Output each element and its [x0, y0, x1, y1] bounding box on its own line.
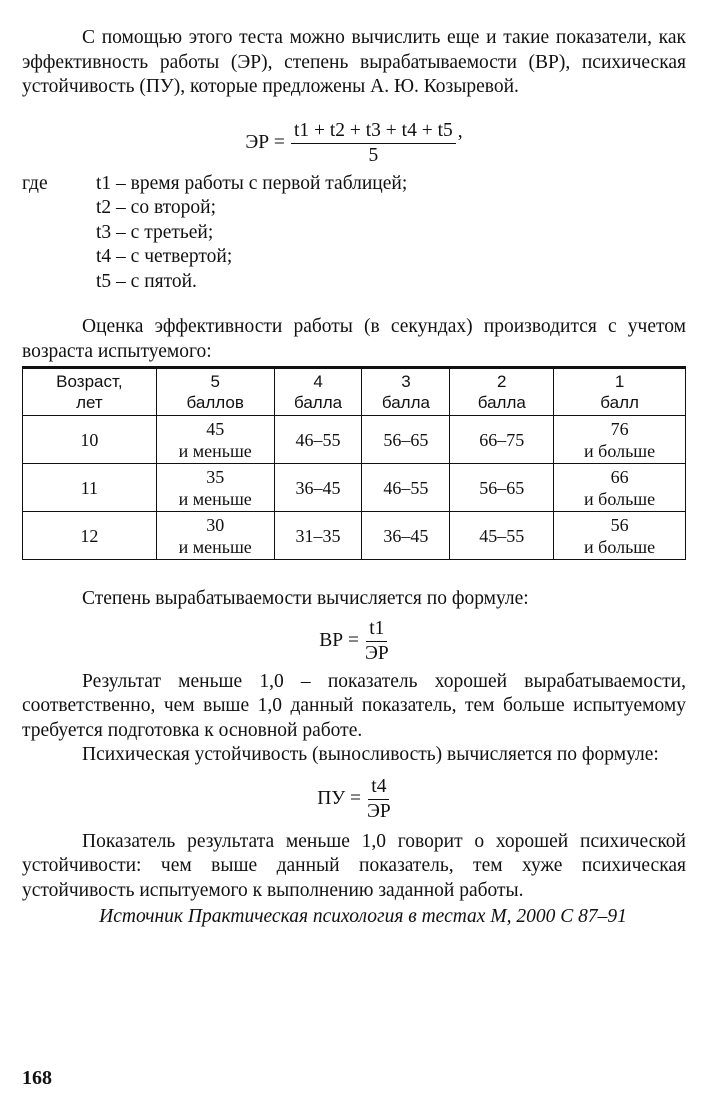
variable-list — [96, 172, 407, 295]
formula-pu-fraction — [367, 776, 391, 824]
formula-er-comma: , — [457, 121, 463, 143]
formula-pu — [22, 776, 686, 824]
page-content — [22, 26, 686, 930]
variable-item-t1: t1 – время работы с первой таблицей; — [96, 172, 408, 194]
formula-er — [22, 120, 686, 168]
source-citation: Источник Практическая психология в тестах М, 2000 С 87–91 — [99, 906, 627, 927]
cell-score-5: 45 и меньше — [156, 416, 274, 464]
table-row — [23, 512, 686, 560]
table-intro: Оценка эффективности работы (в секундах) производится с учетом возраста испытуемого: — [22, 316, 686, 362]
formula-er-numerator: t1 + t2 + t3 + t4 + t5 — [291, 120, 456, 144]
page-number: 168 — [22, 1067, 52, 1089]
header-score-4: 4 балла — [274, 368, 362, 416]
table-row — [23, 416, 686, 464]
formula-er-fraction — [291, 120, 456, 168]
table-row — [23, 464, 686, 512]
formula-vr-fraction — [365, 618, 389, 666]
cell-score-3: 36–45 — [362, 512, 450, 560]
cell-score-2: 66–75 — [450, 416, 554, 464]
formula-pu-numerator: t4 — [368, 776, 389, 800]
where-label: где — [22, 172, 48, 194]
cell-score-5: 30 и меньше — [156, 512, 274, 560]
formula-vr — [22, 618, 686, 666]
vr-intro: Степень вырабатываемости вычисляется по формуле: — [82, 588, 529, 609]
header-score-1: 1 балл — [554, 368, 686, 416]
cell-score-4: 36–45 — [274, 464, 362, 512]
header-age: Возраст, лет — [23, 368, 157, 416]
variable-item-t5: t5 – с пятой. — [96, 270, 197, 292]
pu-intro: Психическая устойчивость (выносливость) вычисляется по формуле: — [82, 744, 659, 765]
formula-er-denominator: 5 — [368, 144, 379, 166]
variable-item-t2: t2 – со второй; — [96, 197, 217, 218]
cell-score-1: 56 и больше — [554, 512, 686, 560]
formula-vr-numerator: t1 — [366, 618, 387, 642]
cell-score-3: 46–55 — [362, 464, 450, 512]
cell-age: 11 — [23, 464, 157, 512]
formula-vr-denominator: ЭР — [365, 642, 389, 664]
formula-vr-lhs: ВР = — [319, 630, 359, 652]
pu-result-paragraph: Показатель результата меньше 1,0 говорит о хорошей психической устойчивости: чем выше данный показатель, тем хуже психическая устойчивость испытуемого к выполнению заданной работы. — [22, 830, 686, 901]
cell-score-1: 76 и больше — [554, 416, 686, 464]
header-score-3: 3 балла — [362, 368, 450, 416]
where-block — [22, 172, 686, 295]
cell-score-4: 46–55 — [274, 416, 362, 464]
cell-score-3: 56–65 — [362, 416, 450, 464]
variable-item-t4: t4 – с четвертой; — [96, 246, 233, 267]
formula-pu-denominator: ЭР — [367, 800, 391, 822]
cell-score-5: 35 и меньше — [156, 464, 274, 512]
intro-paragraph: С помощью этого теста можно вычислить еще и такие показатели, как эффективность работы (ЭР), степень вырабатываемости (ВР), психическая устойчивость (ПУ), которые предложены А. Ю. Козыревой. — [22, 27, 686, 97]
score-table — [22, 366, 686, 560]
cell-age: 12 — [23, 512, 157, 560]
cell-score-2: 45–55 — [450, 512, 554, 560]
cell-score-1: 66 и больше — [554, 464, 686, 512]
vr-result-paragraph: Результат меньше 1,0 – показатель хорошей вырабатываемости, соответственно, чем выше 1,0 данный показатель, тем больше испытуемому требуется подготовка к основной работе. — [22, 670, 686, 741]
formula-er-lhs: ЭР = — [245, 132, 285, 154]
header-score-2: 2 балла — [450, 368, 554, 416]
cell-score-4: 31–35 — [274, 512, 362, 560]
table-header-row — [23, 368, 686, 416]
cell-score-2: 56–65 — [450, 464, 554, 512]
header-score-5: 5 баллов — [156, 368, 274, 416]
cell-age: 10 — [23, 416, 157, 464]
variable-item-t3: t3 – с третьей; — [96, 221, 214, 243]
formula-pu-lhs: ПУ = — [317, 788, 362, 810]
